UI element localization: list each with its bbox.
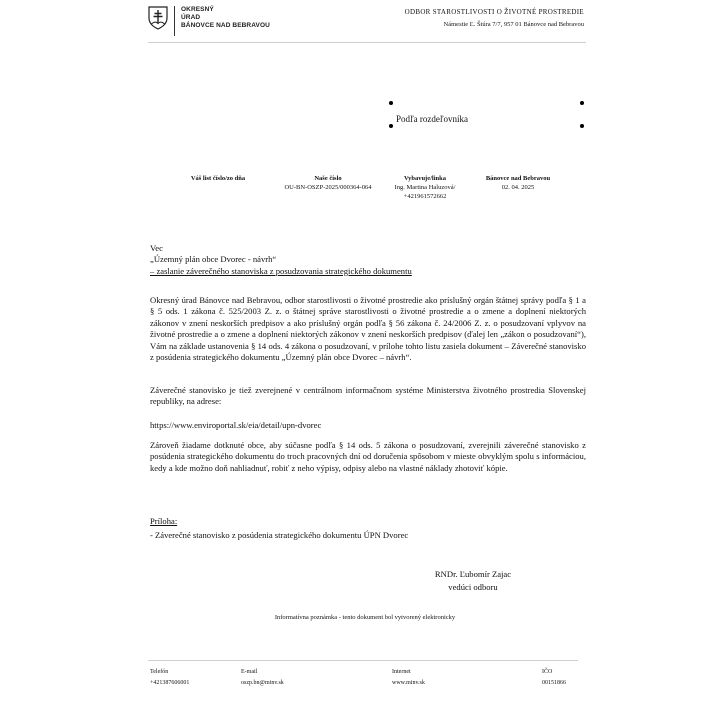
header-divider xyxy=(148,42,586,43)
address-window-mark xyxy=(580,124,584,128)
enviroportal-url: https://www.enviroportal.sk/eia/detail/upn-dvorec xyxy=(150,420,322,430)
attachment-item: - Záverečné stanovisko z posúdenia strategického dokumentu ÚPN Dvorec xyxy=(150,530,409,540)
attachment-label: Príloha: xyxy=(150,516,178,526)
ref-your-letter: Váš list číslo/zo dňa xyxy=(190,175,246,182)
slovak-coat-of-arms-icon xyxy=(148,6,168,30)
subject-line: „Územný plán obce Dvorec - návrh“ xyxy=(150,254,277,265)
paragraph-main: Okresný úrad Bánovce nad Bebravou, odbor starostlivosti o životné prostredie ako príslušný orgán štátnej správy podľa § 1 a § 5 ods. 1 zákona č. 525/2003 Z. z. o štátnej správe starostlivosti o životné prostredie a o zmene a doplnení niektorých zákonov v znení neskorších predpisov a ako príslušný orgán podľa § 56 zákona č. 24/2006 Z. z. o posudzovaní vplyvov na životné prostredie a o zmene a doplnení niektorých zákonov v znení neskorších predpisov (ďalej len „zákon o posudzovaní“), Vám na základe ustanovenia § 14 ods. 4 zákona o posudzovaní, v prílohe tohto listu zasiela dokument – Záverečné stanovisko z posúdenia strategického dokumentu „Územný plán obce Dvorec – návrh“. xyxy=(150,295,586,363)
office-address: Námestie Ľ. Štúra 7/7, 957 01 Bánovce nad Bebravou xyxy=(443,21,584,28)
footer-email: E-mail oszp.bn@minv.sk xyxy=(241,669,284,686)
recipient: Podľa rozdeľovníka xyxy=(396,114,469,124)
subject-subline: – zaslanie záverečného stanoviska z posudzovania strategického dokumentu xyxy=(150,265,412,276)
electronic-note: Informatívna poznámka - tento dokument bol vytvorený elektronicky xyxy=(274,614,456,621)
paragraph-publication: Záverečné stanovisko je tiež zverejnené v centrálnom informačnom systéme Ministerstva životného prostredia Slovenskej republiky, na adrese: xyxy=(150,385,586,407)
paragraph-request: Zároveň žiadame dotknuté obce, aby súčasne podľa § 14 ods. 5 zákona o posudzovaní, zverejnili záverečné stanovisko z posúdenia strategického dokumentu do troch pracovných dní od doručenia spôsobom v mieste obvyklým spolu s informáciou, kedy a kde možno doň nahliadnuť, robiť z neho výpisy, odpisy alebo na vlastné náklady zhotoviť kópie. xyxy=(150,440,586,473)
office-name: OKRESNÝ ÚRAD BÁNOVCE NAD BEBRAVOU xyxy=(181,6,270,29)
ref-place-date: Bánovce nad Bebravou 02. 04. 2025 xyxy=(485,175,551,191)
ref-our-number: Naše číslo OU-BN-OSZP-2025/000364-064 xyxy=(284,175,372,191)
address-window-mark xyxy=(389,101,393,105)
signature-block xyxy=(408,568,538,593)
signatory-title: vedúci odboru xyxy=(448,581,498,592)
footer-phone: Telefón +421387606001 xyxy=(150,669,190,686)
signatory-name: RNDr. Ľubomír Zajac xyxy=(434,569,512,579)
footer-internet: Internet www.minv.sk xyxy=(392,669,425,686)
footer-divider xyxy=(148,660,578,661)
footer-ico: IČO 00151866 xyxy=(542,669,566,686)
subject-block xyxy=(150,243,586,277)
subject-label: Vec xyxy=(150,243,163,253)
logo-divider xyxy=(174,6,175,36)
address-window-mark xyxy=(389,124,393,128)
address-window-mark xyxy=(580,101,584,105)
department-name: ODBOR STAROSTLIVOSTI O ŽIVOTNÉ PROSTREDIE xyxy=(404,8,584,16)
ref-handled-by: Vybavuje/linka Ing. Martina Haluzová/ +421961572662 xyxy=(394,175,456,200)
office-logo xyxy=(148,6,270,36)
